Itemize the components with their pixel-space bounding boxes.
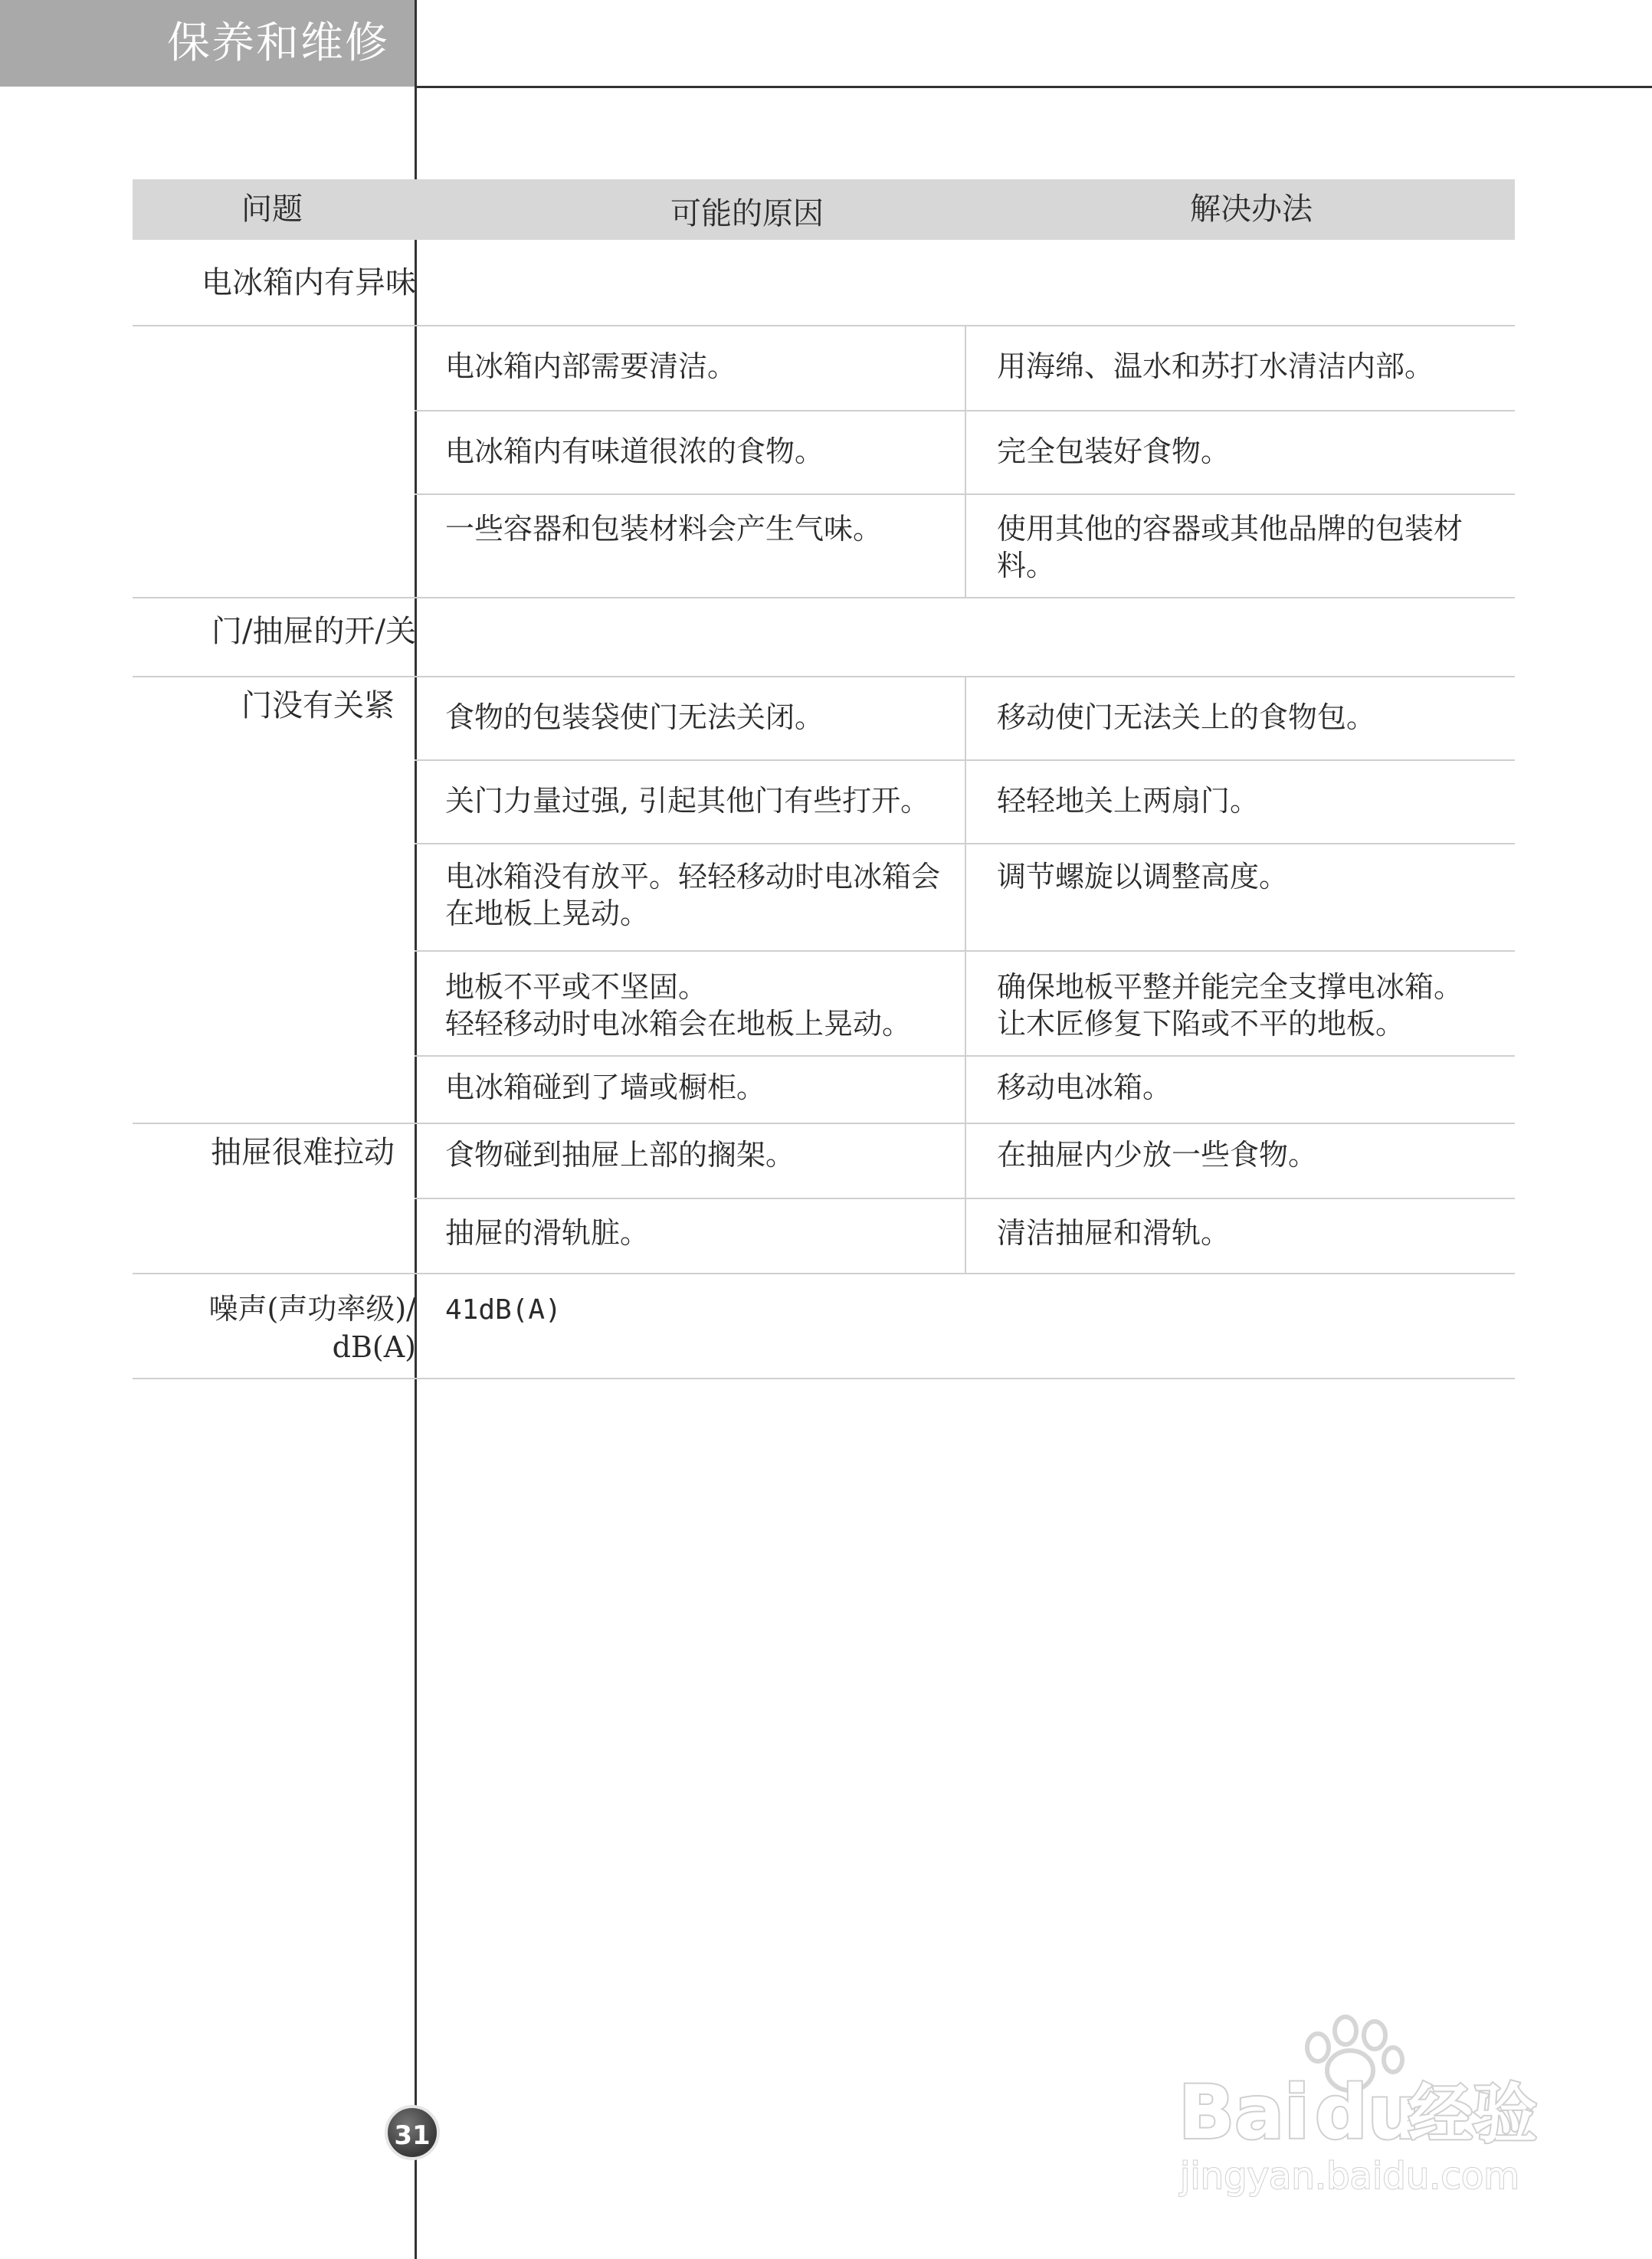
problem-group (133, 326, 1515, 598)
solution-cell: 移动电冰箱。 (997, 1070, 1172, 1104)
problem-cell (133, 1124, 415, 1273)
solution-cell: 清洁抽屉和滑轨。 (997, 1216, 1231, 1250)
cause-solution-list (415, 1124, 1515, 1273)
category-row (133, 598, 1515, 677)
header-cause: 可能的原因 (670, 196, 824, 231)
watermark-url: jingyan.baidu.com (1180, 2155, 1519, 2198)
category-label: 电冰箱内有异味 (202, 265, 416, 300)
page-number: 31 (385, 2105, 440, 2160)
table-row (415, 1199, 1515, 1273)
section-title: 保养和维修 (0, 0, 416, 87)
table-header (133, 179, 1515, 240)
table-row (415, 1057, 1515, 1123)
cause-cell: 电冰箱碰到了墙或橱柜。 (415, 1057, 966, 1123)
solution-cell: 确保地板平整并能完全支撑电冰箱。 让木匠修复下陷或不平的地板。 (997, 970, 1464, 1041)
cause-cell: 抽屉的滑轨脏。 (415, 1199, 966, 1273)
troubleshooting-table (133, 179, 1515, 1379)
solution-cell: 使用其他的容器或其他品牌的包装材 料。 (997, 512, 1464, 582)
cause-cell: 电冰箱没有放平。轻轻移动时电冰箱会 在地板上晃动。 (415, 844, 966, 950)
header-rule (416, 86, 1652, 88)
table-row (415, 952, 1515, 1057)
problem-label: 门没有关紧 (241, 688, 395, 723)
solution-cell: 完全包装好食物。 (997, 434, 1231, 468)
baidu-jingyan-watermark (1172, 2000, 1571, 2199)
watermark-brand: Bai (1178, 2070, 1309, 2156)
problem-cell (133, 677, 415, 1123)
solution-cell: 调节螺旋以调整高度。 (997, 860, 1289, 893)
cause-solution-list (415, 326, 1515, 597)
solution-cell: 在抽屉内少放一些食物。 (997, 1138, 1318, 1172)
cause-cell: 电冰箱内有味道很浓的食物。 (415, 411, 966, 493)
header-solution: 解决办法 (1190, 192, 1313, 227)
cause-solution-list (415, 677, 1515, 1123)
table-row (415, 326, 1515, 411)
solution-cell: 用海绵、温水和苏打水清洁内部。 (997, 349, 1434, 383)
header-problem: 问题 (241, 192, 303, 227)
problem-group (133, 1124, 1515, 1274)
cause-cell: 食物碰到抽屉上部的搁架。 (415, 1124, 966, 1198)
table-row (415, 1124, 1515, 1199)
cause-cell: 食物的包装袋使门无法关闭。 (415, 677, 966, 759)
table-row (415, 761, 1515, 844)
problem-cell (133, 326, 415, 597)
cause-cell: 电冰箱内部需要清洁。 (415, 326, 966, 410)
table-row (415, 677, 1515, 761)
watermark-brand-cn: 经验 (1408, 2077, 1538, 2152)
table-row (415, 411, 1515, 495)
problem-label: 抽屉很难拉动 (211, 1135, 395, 1170)
watermark-brand-mid: du (1315, 2070, 1421, 2156)
solution-cell: 移动使门无法关上的食物包。 (997, 700, 1376, 734)
category-row (133, 240, 1515, 326)
noise-label: 噪声(声功率级)/ dB(A) (208, 1292, 416, 1364)
cause-cell: 一些容器和包装材料会产生气味。 (415, 495, 966, 597)
problem-group (133, 677, 1515, 1124)
cause-cell: 关门力量过强, 引起其他门有些打开。 (415, 761, 966, 843)
noise-value: 41dB(A) (445, 1294, 562, 1326)
table-row (415, 844, 1515, 952)
solution-cell: 轻轻地关上两扇门。 (997, 784, 1260, 818)
noise-row (133, 1274, 1515, 1379)
category-label: 门/抽屉的开/关 (211, 614, 416, 649)
cause-cell: 地板不平或不坚固。 轻轻移动时电冰箱会在地板上晃动。 (415, 952, 966, 1055)
table-row (415, 495, 1515, 597)
